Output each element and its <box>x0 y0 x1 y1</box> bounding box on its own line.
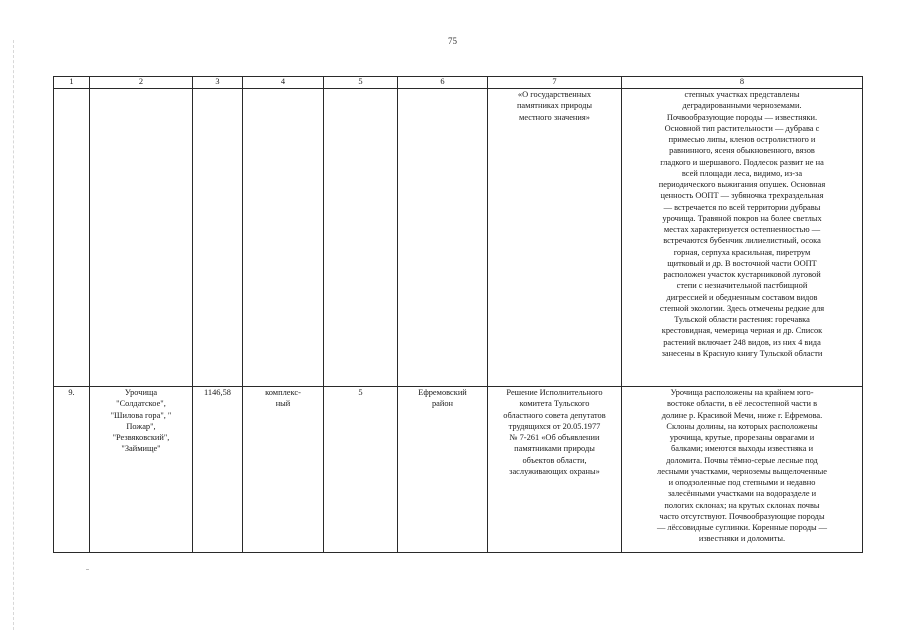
table-cell <box>54 89 90 387</box>
column-number-row <box>54 77 863 89</box>
scan-dot <box>86 569 89 570</box>
district-cell: Ефремовский район <box>398 387 488 553</box>
column-5-cell: 5 <box>324 387 398 553</box>
column-number: 4 <box>243 77 324 89</box>
column-number: 1 <box>54 77 90 89</box>
column-number: 6 <box>398 77 488 89</box>
description-cell: степных участках представлены деградированными черноземами. Почвообразующие породы — известняки. Основной тип растительности — дубрава с примесью липы, кленов остролистного и равнинного, ясеня обыкновенного, вязов гладкого и шершавого. Подлесок развит не на всей площади леса, видимо, из-за периодического выжигания опушек. Основная ценность ООПТ — зубяночка трехраздельная — встречается по всей территории дубравы урочища. Травяной покров на более светлых местах характеризуется остепненностью — встречаются бубенчик лилиелистный, осока горная, серпуха красильная, пиретрум щитковый и др. В восточной части ООПТ расположен участок кустарниковой луговой степи с незначительной пастбищной дигрессией и обедненным составом видов степной экологии. Здесь отмечены редкие для Тульской области растения: горечавка крестовидная, чемерица черная и др. Список растений включает 248 видов, из них 4 вида занесены в Красную книгу Тульской области <box>622 89 863 387</box>
table-cell <box>243 89 324 387</box>
column-number: 5 <box>324 77 398 89</box>
table-cell <box>324 89 398 387</box>
legal-basis-cell: Решение Исполнительного комитета Тульского областного совета депутатов трудящихся от 20.05.1977 № 7-261 «Об объявлении памятниками природы объектов области, заслуживающих охраны» <box>488 387 622 553</box>
table-row-9 <box>54 387 863 553</box>
column-number: 8 <box>622 77 863 89</box>
table-cell <box>193 89 243 387</box>
table-cell <box>398 89 488 387</box>
column-number: 7 <box>488 77 622 89</box>
column-number: 2 <box>90 77 193 89</box>
table-cell <box>90 89 193 387</box>
column-number: 3 <box>193 77 243 89</box>
table-row-continuation <box>54 89 863 387</box>
page-number: 75 <box>448 36 457 46</box>
name-cell: Урочища "Солдатское", "Шилова гора", " Пожар", "Резвяковский", "Займище" <box>90 387 193 553</box>
type-cell: комплекс- ный <box>243 387 324 553</box>
area-cell: 1146,58 <box>193 387 243 553</box>
description-cell: Урочища расположены на крайнем юго- востоке области, в её лесостепной части в долине р. Красивой Мечи, ниже г. Ефремова. Склоны долины, на которых расположены урочища, крутые, прорезаны оврагами и балками; имеются выходы известняка и доломита. Почвы тёмно-серые лесные под лесными участками, черноземы выщелоченные и оподзоленные под степными и недавно залесёнными участками на водоразделе и пологих склонах; на крутых склонах почвы часто отсутствуют. Почвообразующие породы — лёссовидные суглинки. Коренные породы — известняки и доломиты. <box>622 387 863 553</box>
legal-basis-cell: «О государственных памятниках природы местного значения» <box>488 89 622 387</box>
scan-margin-marks <box>13 40 15 630</box>
row-number-cell: 9. <box>54 387 90 553</box>
protected-areas-table <box>53 76 863 553</box>
